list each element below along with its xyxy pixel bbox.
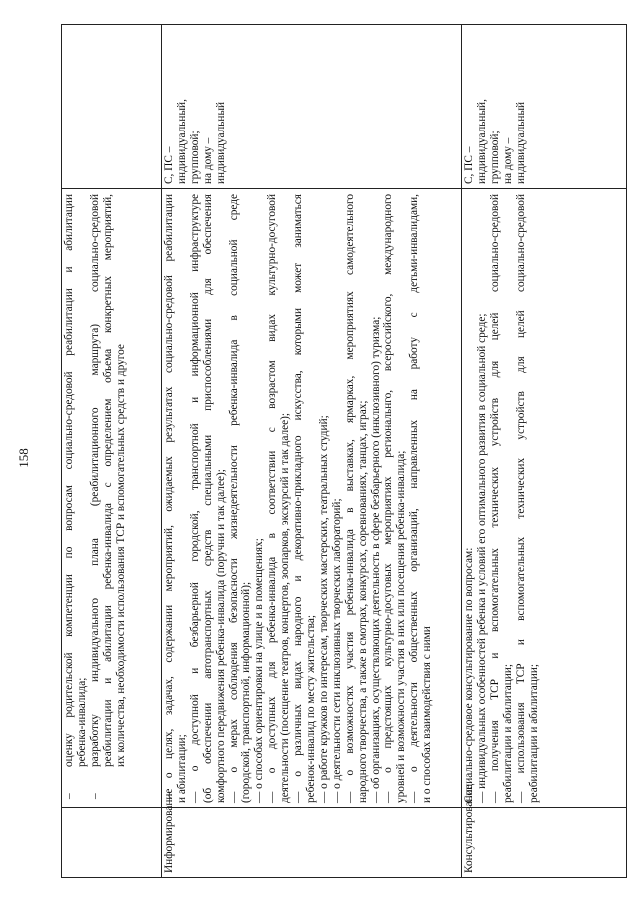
- form-line: индивидуальный: [514, 101, 527, 184]
- text-line: реабилитации и абилитации ребенка-инвалида с определением объема конкретных мероприятий,: [101, 194, 114, 767]
- form-line: С, ПС –: [463, 146, 475, 184]
- text-line: — об организациях, осуществляющих деятельность в сфере безбарьерного (инклюзивного) туризма;: [369, 316, 382, 803]
- form-line: на дому –: [501, 137, 514, 184]
- text-line: (городской, транспортной, информационной);: [240, 581, 253, 803]
- text-line: уровней и возможности участия в них или посещения ребенка-инвалида;: [395, 450, 408, 803]
- rehabilitation-services-table: [61, 24, 627, 878]
- text-line: — о целях, задачах, содержании мероприятий, ожидаемых результатах социально-средовой реабилитации: [163, 194, 175, 803]
- text-line: и абилитации;: [175, 734, 188, 803]
- form-line: С, ПС –: [163, 146, 175, 184]
- table-row-consulting: [462, 25, 627, 878]
- service-content-cell: [462, 189, 627, 808]
- form-line: групповой;: [188, 130, 201, 184]
- service-content-cell: [162, 189, 462, 808]
- text-line: — о мерах соблюдения безопасности жизнедеятельности ребенка-инвалида в социальной среде: [227, 194, 240, 803]
- text-line: народного творчества, а также в смотрах, конкурсах, соревнованиях, танцах, играх;: [356, 400, 369, 803]
- text-line: реабилитации и абилитации;: [501, 663, 514, 803]
- service-form-cell: [462, 25, 627, 189]
- bullet-dash: –: [63, 793, 75, 799]
- page-number: 158: [16, 448, 31, 468]
- text-line: — индивидуальных особенностей ребенка и условий его оптимального развития в социальной среде;: [475, 313, 488, 803]
- form-line: индивидуальный: [214, 101, 227, 184]
- form-line: индивидуальный,: [175, 99, 188, 184]
- text-line: и о способах взаимодействия с ними: [421, 626, 434, 803]
- text-line: оценку родительской компетенции по вопросам социально-средовой реабилитации и абилитации: [63, 194, 75, 767]
- service-type-cell: [462, 784, 627, 878]
- text-line: деятельности (посещение театров, концертов, зоопарков, экскурсий и так далее);: [279, 412, 292, 803]
- text-line: разработку индивидуального плана (реабилитационного маршрута) социально-средовой: [88, 194, 101, 767]
- text-line: ребенок-инвалид по месту жительства;: [304, 615, 317, 803]
- text-line: реабилитации и абилитации;: [527, 663, 540, 803]
- text-line: Социально-средовое консультирование по вопросам:: [463, 547, 475, 803]
- text-line: — о доступной и безбарьерной городской, транспортной и информационной инфраструктуре: [188, 194, 201, 803]
- text-line: — о возможностях участия ребенка-инвалида в выставках, ярмарках, мероприятиях самодеятельного: [343, 194, 356, 803]
- text-line: (об обеспечении автотранспортных средств специальными приспособлениями для обеспечения: [201, 194, 214, 803]
- text-line: — о деятельности общественных организаций, направленных на работу с детьми-инвалидами,: [408, 194, 421, 803]
- bullet-dash: –: [88, 793, 101, 799]
- service-form-cell-empty: [62, 25, 162, 189]
- text-line: — о различных видах народного и декоративно-прикладного искусства, которыми может заниматься: [292, 194, 305, 803]
- text-line: — о предстоящих культурно-досуговых мероприятиях региональнго, всероссийского, международного: [382, 194, 395, 803]
- form-line: групповой;: [488, 130, 501, 184]
- list-item: [89, 194, 128, 803]
- rotated-table-container: [61, 25, 626, 878]
- list-item: [63, 194, 89, 803]
- text-line: комфортного передвижения ребенка-инвалида (поручни и так далее);: [214, 469, 227, 803]
- service-form-cell: [162, 25, 462, 189]
- form-line: индивидуальный,: [475, 99, 488, 184]
- service-type-cell: [162, 788, 462, 878]
- table-row-continuation: [62, 25, 162, 878]
- service-content-cell: [62, 189, 162, 808]
- text-line: — о доступных для ребенка-инвалида в соответствии с возрастом видах культурно-досуговой: [266, 194, 279, 803]
- service-type-cell-empty: [62, 808, 162, 878]
- service-type-label: Информирование: [163, 788, 175, 873]
- service-type-label: Консультирование: [463, 784, 475, 873]
- table-row-informing: [162, 25, 462, 878]
- text-line: — о способах ориентировки на улице и в помещениях;: [253, 538, 266, 803]
- text-line: ребенка-инвалида;: [75, 677, 88, 767]
- text-line: — получения ТСР и вспомогательных технических устройств для целей социально-средовой: [488, 194, 501, 803]
- text-line: — использования ТСР и вспомогательных технических устройств для целей социально-средовой: [514, 194, 527, 803]
- text-line: — о работе кружков по интересам, творческих мастерских, театральных студий;: [317, 415, 330, 803]
- form-line: на дому –: [201, 137, 214, 184]
- text-line: их количества, необходимости использования ТСР и вспомогательных средств и другое: [114, 344, 127, 767]
- text-line: — о деятельности сети инклюзивных творческих лабораторий;: [330, 498, 343, 803]
